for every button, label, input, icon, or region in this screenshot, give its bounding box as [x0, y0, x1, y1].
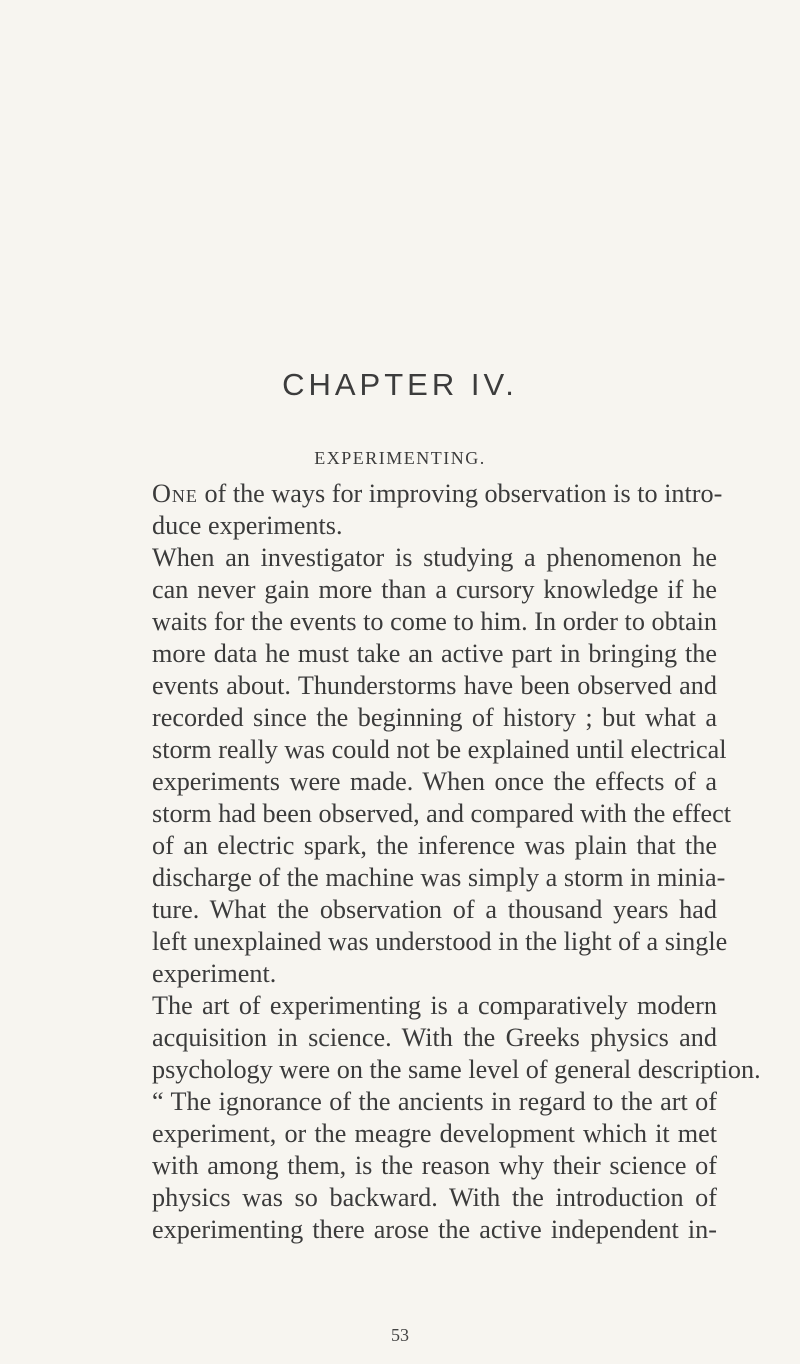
text-line-3: When an investigator is studying a phenomenon he: [152, 543, 717, 572]
text-line-21: experiment, or the meagre development which it met: [152, 1119, 717, 1148]
first-word: One: [152, 479, 198, 508]
text-line-23: physics was so backward. With the introduction of: [152, 1183, 717, 1212]
line-1-rest: of the ways for improving observation is to intro-: [197, 479, 723, 508]
chapter-subtitle: EXPERIMENTING.: [314, 448, 486, 468]
text-line-14: ture. What the observation of a thousand years had: [152, 895, 717, 924]
text-line-13: discharge of the machine was simply a storm in minia-: [152, 863, 726, 892]
text-line-22: with among them, is the reason why their science of: [152, 1151, 717, 1180]
text-line-6: more data he must take an active part in bringing the: [152, 639, 717, 668]
text-line-5: waits for the events to come to him. In order to obtain: [152, 607, 717, 636]
chapter-title: CHAPTER IV.: [282, 367, 518, 402]
text-line-12: of an electric spark, the inference was plain that the: [152, 831, 717, 860]
text-line-7: events about. Thunderstorms have been observed and: [152, 671, 717, 700]
text-line-19: psychology were on the same level of general description.: [152, 1055, 761, 1084]
text-line-9: storm really was could not be explained until electrical: [152, 735, 727, 764]
text-line-18: acquisition in science. With the Greeks physics and: [152, 1023, 717, 1052]
text-line-20: “ The ignorance of the ancients in regard to the art of: [152, 1087, 717, 1116]
text-line-1: [152, 478, 723, 510]
text-line-8: recorded since the beginning of history ; but what a: [152, 703, 717, 732]
text-line-10: experiments were made. When once the effects of a: [152, 767, 717, 796]
text-line-15: left unexplained was understood in the light of a single: [152, 927, 728, 956]
text-line-4: can never gain more than a cursory knowledge if he: [152, 575, 717, 604]
body-text: [152, 478, 761, 1246]
text-line-17: The art of experimenting is a comparatively modern: [152, 991, 717, 1020]
text-line-11: storm had been observed, and compared with the effect: [152, 799, 732, 828]
text-line-16: experiment.: [152, 959, 277, 988]
page-number: 53: [391, 1325, 409, 1345]
text-line-24: experimenting there arose the active independent in-: [152, 1215, 717, 1244]
text-line-2: duce experiments.: [152, 511, 343, 540]
